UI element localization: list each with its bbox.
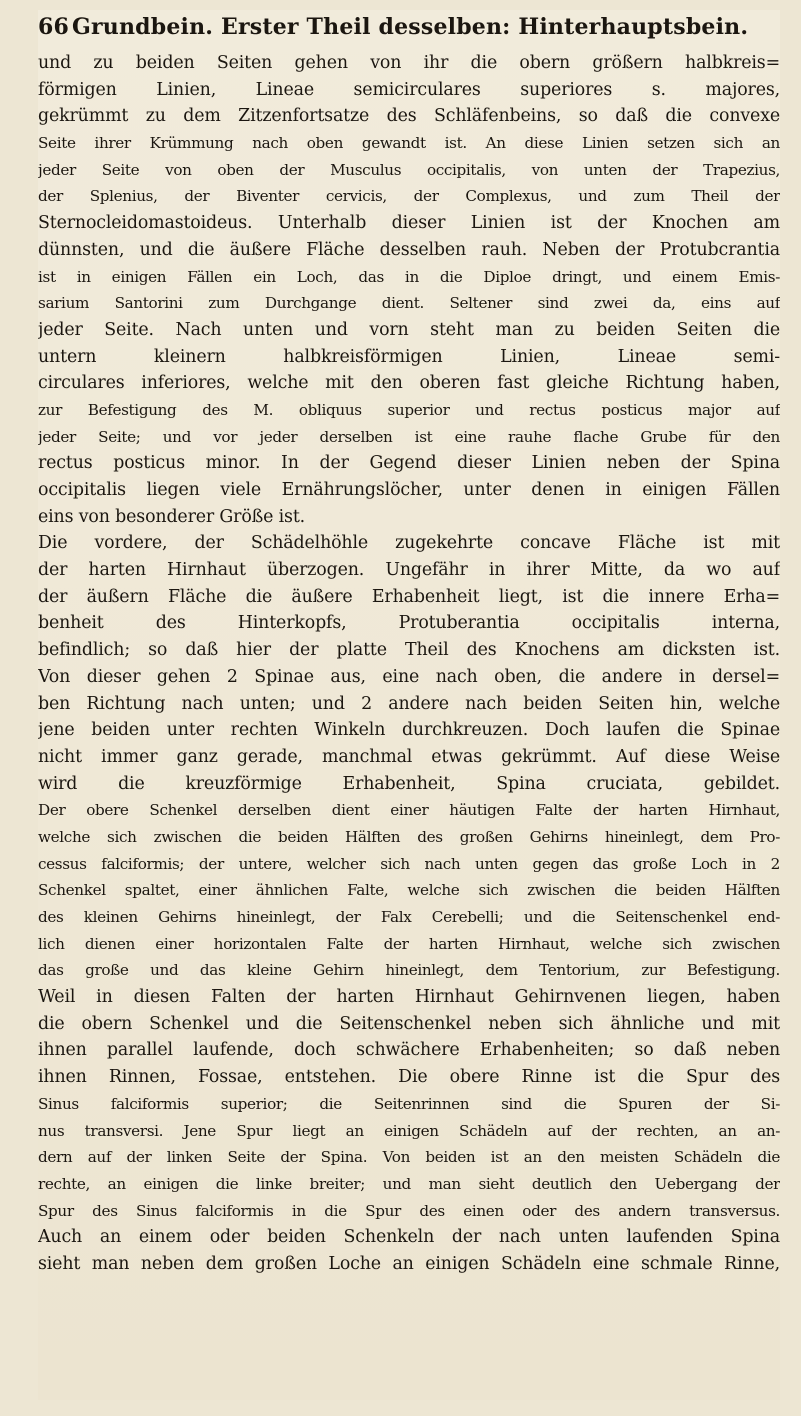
text-line: zur Befestigung des M. obliquus superior und rectus posticus major auf (38, 400, 780, 419)
text-line: eins von besonderer Größe ist. (38, 506, 306, 527)
text-line: des kleinen Gehirns hineinlegt, der Falx Cerebelli; und die Seitenschenkel end- (38, 908, 780, 926)
text-line: untern kleinern halbkreisförmigen Linien, Lineae semi- (38, 346, 780, 367)
text-line: nus transversi. Jene Spur liegt an einigen Schädeln auf der rechten, an an- (38, 1121, 780, 1140)
text-line: Weil in diesen Falten der harten Hirnhaut Gehirnvenen liegen, haben (38, 987, 780, 1008)
text-line: gekrümmt zu dem Zitzenfortsatze des Schläfenbeins, so daß die convexe (38, 106, 780, 127)
text-line: Auch an einem oder beiden Schenkeln der nach unten laufenden Spina (38, 1227, 780, 1248)
text-line: nicht immer ganz gerade, manchmal etwas gekrümmt. Auf diese Weise (38, 746, 780, 767)
text-line: ben Richtung nach unten; und 2 andere nach beiden Seiten hin, welche (38, 693, 780, 714)
text-line: sarium Santorini zum Durchgange dient. Seltener sind zwei da, eins auf (38, 294, 780, 313)
text-line: der Splenius, der Biventer cervicis, der Complexus, und zum Theil der (38, 187, 780, 206)
text-line: Schenkel spaltet, einer ähnlichen Falte, welche sich zwischen die beiden Hälften (38, 881, 780, 900)
text-line: lich dienen einer horizontalen Falte der harten Hirnhaut, welche sich zwischen (38, 934, 780, 953)
text-line: dern auf der linken Seite der Spina. Von beiden ist an den meisten Schädeln die (38, 1148, 780, 1167)
text-line: ist in einigen Fällen ein Loch, das in die Diploe dringt, und einem Emis- (38, 267, 780, 286)
text-line: welche sich zwischen die beiden Hälften des großen Gehirns hineinlegt, dem Pro- (38, 827, 780, 846)
text-line: benheit des Hinterkopfs, Protuberantia occipitalis interna, (38, 613, 780, 634)
text-line: rechte, an einigen die linke breiter; und man sieht deutlich den Uebergang der (38, 1174, 780, 1193)
text-line: förmigen Linien, Lineae semicirculares superiores s. majores, (38, 79, 780, 100)
text-line: ihnen parallel laufende, doch schwächere Erhabenheiten; so daß neben (38, 1040, 780, 1061)
text-line: circulares inferiores, welche mit den oberen fast gleiche Richtung haben, (38, 373, 780, 394)
text-line: jeder Seite von oben der Musculus occipitalis, von unten der Trapezius, (38, 160, 780, 179)
text-line: dünnsten, und die äußere Fläche desselben rauh. Neben der Protubcrantia (38, 239, 780, 260)
text-line: jeder Seite; und vor jeder derselben ist eine rauhe flache Grube für den (38, 427, 780, 446)
text-line: Der obere Schenkel derselben dient einer häutigen Falte der harten Hirnhaut, (38, 801, 780, 820)
text-line: Seite ihrer Krümmung nach oben gewandt ist. An diese Linien setzen sich an (38, 134, 780, 153)
text-line: Sinus falciformis superior; die Seitenrinnen sind die Spuren der Si- (38, 1094, 780, 1113)
text-line: Sternocleidomastoideus. Unterhalb dieser Linien ist der Knochen am (38, 213, 780, 234)
text-line: jene beiden unter rechten Winkeln durchkreuzen. Doch laufen die Spinae (38, 720, 780, 741)
text-line: sieht man neben dem großen Loche an einigen Schädeln eine schmale Rinne, (38, 1253, 780, 1274)
text-line: wird die kreuzförmige Erhabenheit, Spina cruciata, gebildet. (38, 773, 780, 794)
page-number: 66 (38, 14, 70, 40)
text-line: das große und das kleine Gehirn hineinlegt, dem Tentorium, zur Befestigung. (38, 961, 780, 980)
running-head (38, 14, 780, 44)
running-title: Grundbein. Erster Theil desselben: Hinterhauptsbein. (72, 14, 749, 40)
text-line: und zu beiden Seiten gehen von ihr die obern größern halbkreis= (38, 53, 780, 73)
book-page (38, 10, 780, 1400)
text-line: der harten Hirnhaut überzogen. Ungefähr in ihrer Mitte, da wo auf (38, 560, 780, 581)
text-line: rectus posticus minor. In der Gegend dieser Linien neben der Spina (38, 453, 780, 474)
text-line: jeder Seite. Nach unten und vorn steht man zu beiden Seiten die (38, 319, 780, 340)
text-line: Spur des Sinus falciformis in die Spur des einen oder des andern transversus. (38, 1201, 780, 1220)
body-text (38, 50, 780, 1278)
text-line: befindlich; so daß hier der platte Theil des Knochens am dicksten ist. (38, 640, 780, 661)
text-line: occipitalis liegen viele Ernährungslöcher, unter denen in einigen Fällen (38, 480, 780, 500)
text-line: die obern Schenkel und die Seitenschenkel neben sich ähnliche und mit (38, 1013, 780, 1034)
text-line: cessus falciformis; der untere, welcher sich nach unten gegen das große Loch in 2 (38, 854, 780, 873)
text-line: ihnen Rinnen, Fossae, entstehen. Die obere Rinne ist die Spur des (38, 1067, 780, 1088)
text-line: der äußern Fläche die äußere Erhabenheit liegt, ist die innere Erha= (38, 586, 780, 607)
text-line: Von dieser gehen 2 Spinae aus, eine nach oben, die andere in dersel= (38, 666, 780, 687)
text-line: Die vordere, der Schädelhöhle zugekehrte concave Fläche ist mit (38, 533, 780, 554)
